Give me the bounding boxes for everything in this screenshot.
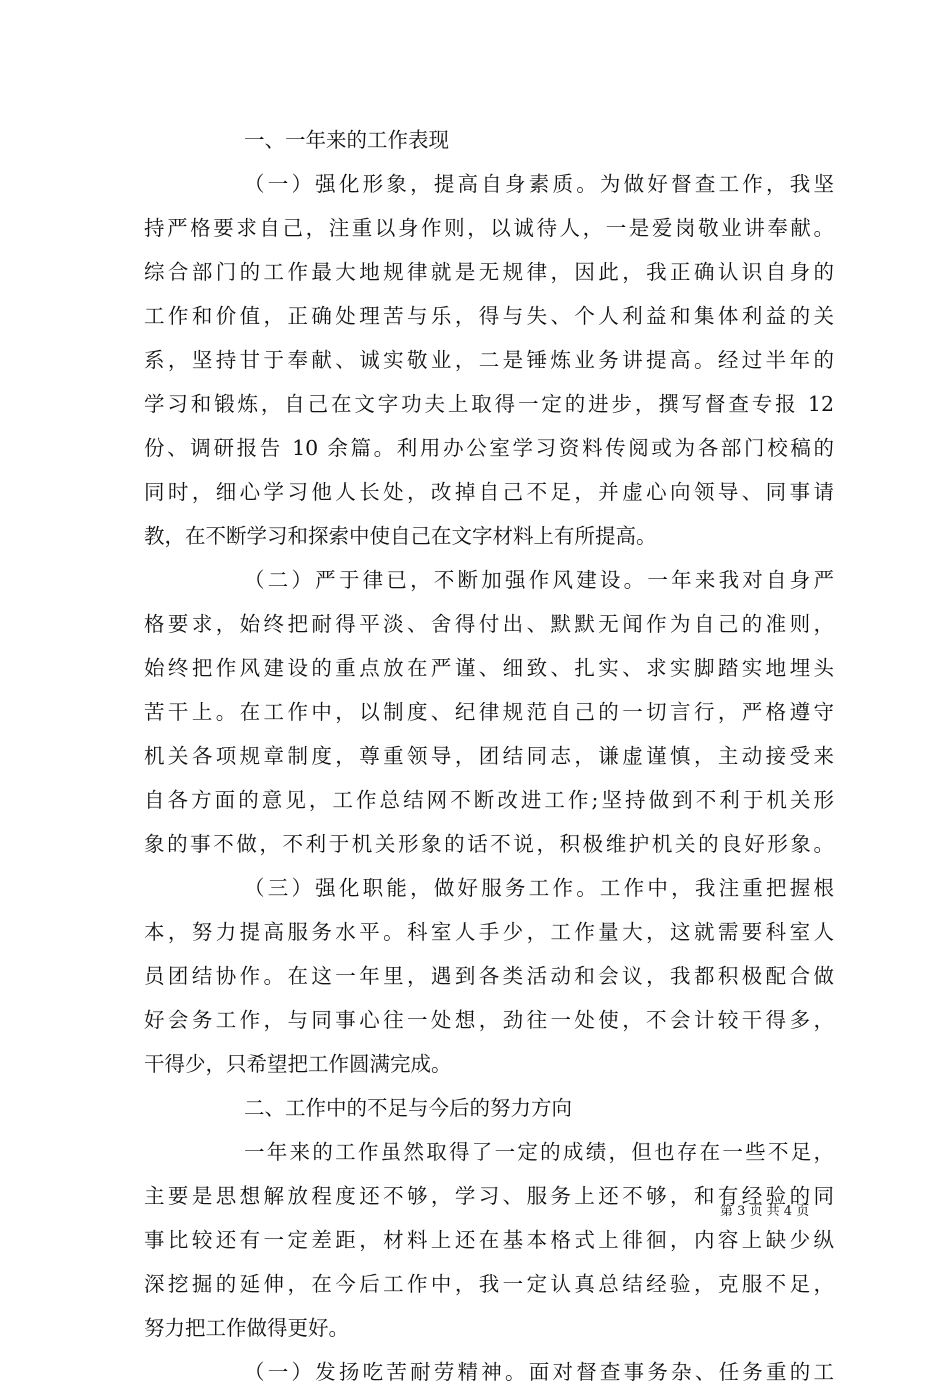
text-line: （三）强化职能，做好服务工作。工作中，我注重把握根 <box>244 876 834 900</box>
text-line: 格要求，始终把耐得平淡、舍得付出、默默无闻作为自己的准则， <box>144 612 834 636</box>
document-body <box>144 118 834 1394</box>
text-line: 学习和锻炼，自己在文字功夫上取得一定的进步，撰写督查专报 12 <box>144 392 834 416</box>
text-line: 员团结协作。在这一年里，遇到各类活动和会议，我都积极配合做 <box>144 964 834 988</box>
text-line: 综合部门的工作最大地规律就是无规律，因此，我正确认识自身的 <box>144 260 834 284</box>
text-line: 教，在不断学习和探索中使自己在文字材料上有所提高。 <box>144 524 657 548</box>
page-footer: 第 3 页 共 4 页 <box>720 1204 810 1219</box>
text-line: 一、一年来的工作表现 <box>244 128 449 152</box>
text-line: 工作和价值，正确处理苦与乐，得与失、个人利益和集体利益的关 <box>144 304 834 328</box>
text-line: 一年来的工作虽然取得了一定的成绩，但也存在一些不足， <box>244 1140 834 1164</box>
text-line: 深挖掘的延伸，在今后工作中，我一定认真总结经验，克服不足， <box>144 1272 834 1296</box>
text-line: 苦干上。在工作中，以制度、纪律规范自己的一切言行，严格遵守 <box>144 700 834 724</box>
text-line: （一）强化形象，提高自身素质。为做好督查工作，我坚 <box>244 172 834 196</box>
text-line: 自各方面的意见，工作总结网不断改进工作;坚持做到不利于机关形 <box>144 788 834 812</box>
text-line: 始终把作风建设的重点放在严谨、细致、扎实、求实脚踏实地埋头 <box>144 656 834 680</box>
text-line: 同时，细心学习他人长处，改掉自己不足，并虚心向领导、同事请 <box>144 480 834 504</box>
text-line: 象的事不做，不利于机关形象的话不说，积极维护机关的良好形象。 <box>144 832 834 856</box>
text-line: 二、工作中的不足与今后的努力方向 <box>244 1096 572 1120</box>
text-line: 份、调研报告 10 余篇。利用办公室学习资料传阅或为各部门校稿的 <box>144 436 834 460</box>
text-line: 努力把工作做得更好。 <box>144 1316 349 1340</box>
text-line: 机关各项规章制度，尊重领导，团结同志，谦虚谨慎，主动接受来 <box>144 744 834 768</box>
text-line: 持严格要求自己，注重以身作则，以诚待人，一是爱岗敬业讲奉献。 <box>144 216 834 240</box>
text-line: 系，坚持甘于奉献、诚实敬业，二是锤炼业务讲提高。经过半年的 <box>144 348 834 372</box>
text-line: 好会务工作，与同事心往一处想，劲往一处使，不会计较干得多， <box>144 1008 834 1032</box>
text-line: （一）发扬吃苦耐劳精神。面对督查事务杂、任务重的工 <box>244 1360 834 1384</box>
text-line: 主要是思想解放程度还不够，学习、服务上还不够，和有经验的同 <box>144 1184 834 1208</box>
text-line: （二）严于律已，不断加强作风建设。一年来我对自身严 <box>244 568 834 592</box>
text-line: 本，努力提高服务水平。科室人手少，工作量大，这就需要科室人 <box>144 920 834 944</box>
text-line: 干得少，只希望把工作圆满完成。 <box>144 1052 452 1076</box>
text-line: 事比较还有一定差距，材料上还在基本格式上徘徊，内容上缺少纵 <box>144 1228 834 1252</box>
